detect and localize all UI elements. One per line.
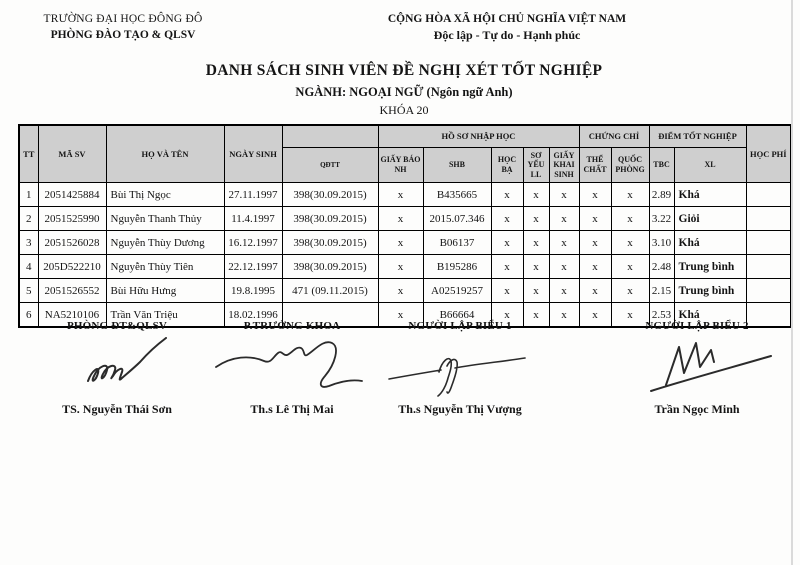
col-header-ho-va-ten: HỌ VÀ TÊN (106, 125, 224, 183)
cell-so-yeu-ll: x (523, 231, 549, 255)
cell-shb: B06137 (423, 231, 491, 255)
signature-stroke (646, 337, 776, 399)
col-header-the-chat: THỂ CHẤT (579, 148, 611, 183)
table-row (19, 207, 791, 231)
table-row (19, 279, 791, 303)
cell-name: Trần Văn Triệu (106, 303, 224, 328)
signatory-name: TS. Nguyễn Thái Sơn (62, 402, 172, 416)
cell-xl: Giỏi (674, 207, 746, 231)
cell-giay-bao-nh: x (378, 207, 423, 231)
signature-block-nguoi-lap-bieu-2 (597, 320, 797, 417)
cell-ma-sv: 205D522210 (38, 255, 106, 279)
cell-tbc: 2.15 (649, 279, 674, 303)
cell-the-chat: x (579, 207, 611, 231)
cell-quoc-phong: x (611, 207, 649, 231)
major-line: NGÀNH: NGOẠI NGỮ (Ngôn ngữ Anh) (295, 85, 513, 99)
col-header-quoc-phong: QUỐC PHÒNG (611, 148, 649, 183)
cell-giay-khai-sinh: x (549, 255, 579, 279)
col-header-giay-bao-nh: GIẤY BÁO NH (378, 148, 423, 183)
cell-the-chat: x (579, 255, 611, 279)
signature-block-phong-dt-qlsv (17, 320, 217, 417)
table-row (19, 183, 791, 207)
signatory-name: Th.s Lê Thị Mai (250, 402, 334, 416)
cell-hoc-ba: x (491, 255, 523, 279)
cell-tbc: 2.48 (649, 255, 674, 279)
cell-giay-khai-sinh: x (549, 303, 579, 328)
cell-ma-sv: 2051526552 (38, 279, 106, 303)
signature-stroke (385, 337, 535, 399)
col-header-hoc-phi: HỌC PHÍ (746, 125, 791, 183)
col-group-diem-tot-nghiep: ĐIỂM TỐT NGHIỆP (649, 125, 746, 148)
cell-giay-bao-nh: x (378, 255, 423, 279)
cell-hoc-phi (746, 207, 791, 231)
cell-tt: 1 (19, 183, 38, 207)
cell-xl: Khá (674, 303, 746, 328)
signature-role: P.TRƯỞNG KHOA (243, 320, 341, 332)
republic-motto: Độc lập - Tự do - Hạnh phúc (433, 27, 581, 42)
cell-dob: 27.11.1997 (224, 183, 282, 207)
cell-tbc: 3.22 (649, 207, 674, 231)
cell-shb: B195286 (423, 255, 491, 279)
cell-hoc-phi (746, 255, 791, 279)
cell-hoc-ba: x (491, 183, 523, 207)
letterhead-org (28, 12, 218, 43)
cell-hoc-phi (746, 231, 791, 255)
col-group-chung-chi: CHỨNG CHỈ (579, 125, 649, 148)
col-header-qdtt: QĐTT (282, 148, 378, 183)
cell-ma-sv: NA5210106 (38, 303, 106, 328)
cell-giay-bao-nh: x (378, 183, 423, 207)
cell-so-yeu-ll: x (523, 255, 549, 279)
cell-tt: 3 (19, 231, 38, 255)
cell-qdtt: 471 (09.11.2015) (282, 279, 378, 303)
cell-shb: B435665 (423, 183, 491, 207)
signature-role: NGƯỜI LẬP BIỂU 1 (408, 320, 512, 332)
cell-shb: B66664 (423, 303, 491, 328)
cell-so-yeu-ll: x (523, 279, 549, 303)
col-group-ho-so-nhap-hoc: HỒ SƠ NHẬP HỌC (378, 125, 579, 148)
cell-name: Bùi Hữu Hưng (106, 279, 224, 303)
cell-qdtt: 398(30.09.2015) (282, 231, 378, 255)
cell-quoc-phong: x (611, 303, 649, 328)
cell-hoc-phi (746, 183, 791, 207)
col-header-ngay-sinh: NGÀY SINH (224, 125, 282, 183)
table-row (19, 231, 791, 255)
cell-xl: Khá (674, 183, 746, 207)
cell-giay-khai-sinh: x (549, 231, 579, 255)
col-group-empty (282, 125, 378, 148)
cell-tt: 2 (19, 207, 38, 231)
col-header-shb: SHB (423, 148, 491, 183)
signatory-name: Th.s Nguyễn Thị Vượng (398, 402, 522, 416)
cell-qdtt: 398(30.09.2015) (282, 207, 378, 231)
cell-quoc-phong: x (611, 255, 649, 279)
cell-qdtt: 398(30.09.2015) (282, 255, 378, 279)
cell-hoc-ba: x (491, 303, 523, 328)
cell-ma-sv: 2051425884 (38, 183, 106, 207)
cell-giay-bao-nh: x (378, 303, 423, 328)
students-table-wrapper (18, 124, 792, 328)
cell-xl: Trung bình (674, 255, 746, 279)
cell-xl: Khá (674, 231, 746, 255)
cell-shb: A02519257 (423, 279, 491, 303)
col-header-so-yeu-ll: SƠ YẾU LL (523, 148, 549, 183)
cell-ma-sv: 2051525990 (38, 207, 106, 231)
cell-tt: 5 (19, 279, 38, 303)
cell-the-chat: x (579, 303, 611, 328)
col-header-tbc: TBC (649, 148, 674, 183)
cell-giay-bao-nh: x (378, 231, 423, 255)
cell-ma-sv: 2051526028 (38, 231, 106, 255)
table-row (19, 255, 791, 279)
document-title: DANH SÁCH SINH VIÊN ĐỀ NGHỊ XÉT TỐT NGHIỆP (205, 62, 603, 79)
cell-giay-khai-sinh: x (549, 207, 579, 231)
cell-name: Nguyễn Thùy Dương (106, 231, 224, 255)
cell-so-yeu-ll: x (523, 183, 549, 207)
cell-quoc-phong: x (611, 279, 649, 303)
cell-the-chat: x (579, 279, 611, 303)
cell-giay-khai-sinh: x (549, 279, 579, 303)
cell-hoc-ba: x (491, 231, 523, 255)
cell-tbc: 3.10 (649, 231, 674, 255)
cell-dob: 16.12.1997 (224, 231, 282, 255)
cell-so-yeu-ll: x (523, 303, 549, 328)
cell-qdtt: 398(30.09.2015) (282, 183, 378, 207)
cell-giay-bao-nh: x (378, 279, 423, 303)
table-header (19, 125, 791, 183)
scan-edge-line (791, 0, 793, 565)
signature-role: PHÒNG ĐT&QLSV (66, 320, 168, 332)
cell-name: Nguyễn Thanh Thủy (106, 207, 224, 231)
cell-hoc-phi (746, 279, 791, 303)
signature-stroke (212, 337, 372, 399)
cell-the-chat: x (579, 183, 611, 207)
letterhead-republic (366, 12, 648, 44)
signature-block-nguoi-lap-bieu-1 (360, 320, 560, 417)
cell-dob: 18.02.1996 (224, 303, 282, 328)
cell-tt: 4 (19, 255, 38, 279)
cell-shb: 2015.07.346 (423, 207, 491, 231)
cell-quoc-phong: x (611, 231, 649, 255)
cell-giay-khai-sinh: x (549, 183, 579, 207)
cell-so-yeu-ll: x (523, 207, 549, 231)
cell-dob: 19.8.1995 (224, 279, 282, 303)
col-header-xl: XL (674, 148, 746, 183)
cell-dob: 11.4.1997 (224, 207, 282, 231)
col-header-hoc-ba: HỌC BẠ (491, 148, 523, 183)
signature-role: NGƯỜI LẬP BIỂU 2 (645, 320, 749, 332)
col-header-tt: TT (19, 125, 38, 183)
republic-title: CỘNG HÒA XÃ HỘI CHỦ NGHĨA VIỆT NAM (387, 13, 627, 25)
cell-name: Bùi Thị Ngọc (106, 183, 224, 207)
cell-hoc-ba: x (491, 279, 523, 303)
cell-quoc-phong: x (611, 183, 649, 207)
signatory-name: Trần Ngọc Minh (654, 402, 740, 416)
department-name: PHÒNG ĐÀO TẠO & QLSV (50, 28, 196, 41)
students-table (18, 124, 792, 328)
university-name: TRƯỜNG ĐẠI HỌC ĐÔNG ĐÔ (43, 13, 203, 25)
signature-stroke (66, 337, 196, 399)
cell-the-chat: x (579, 231, 611, 255)
col-header-ma-sv: MÃ SV (38, 125, 106, 183)
cell-tbc: 2.53 (649, 303, 674, 328)
cell-xl: Trung bình (674, 279, 746, 303)
cell-name: Nguyễn Thùy Tiên (106, 255, 224, 279)
cell-dob: 22.12.1997 (224, 255, 282, 279)
cell-hoc-ba: x (491, 207, 523, 231)
col-header-giay-khai-sinh: GIẤY KHAI SINH (549, 148, 579, 183)
cell-tbc: 2.89 (649, 183, 674, 207)
student-table-body (19, 183, 791, 328)
cell-tt: 6 (19, 303, 38, 328)
cohort-line: KHÓA 20 (379, 103, 429, 117)
